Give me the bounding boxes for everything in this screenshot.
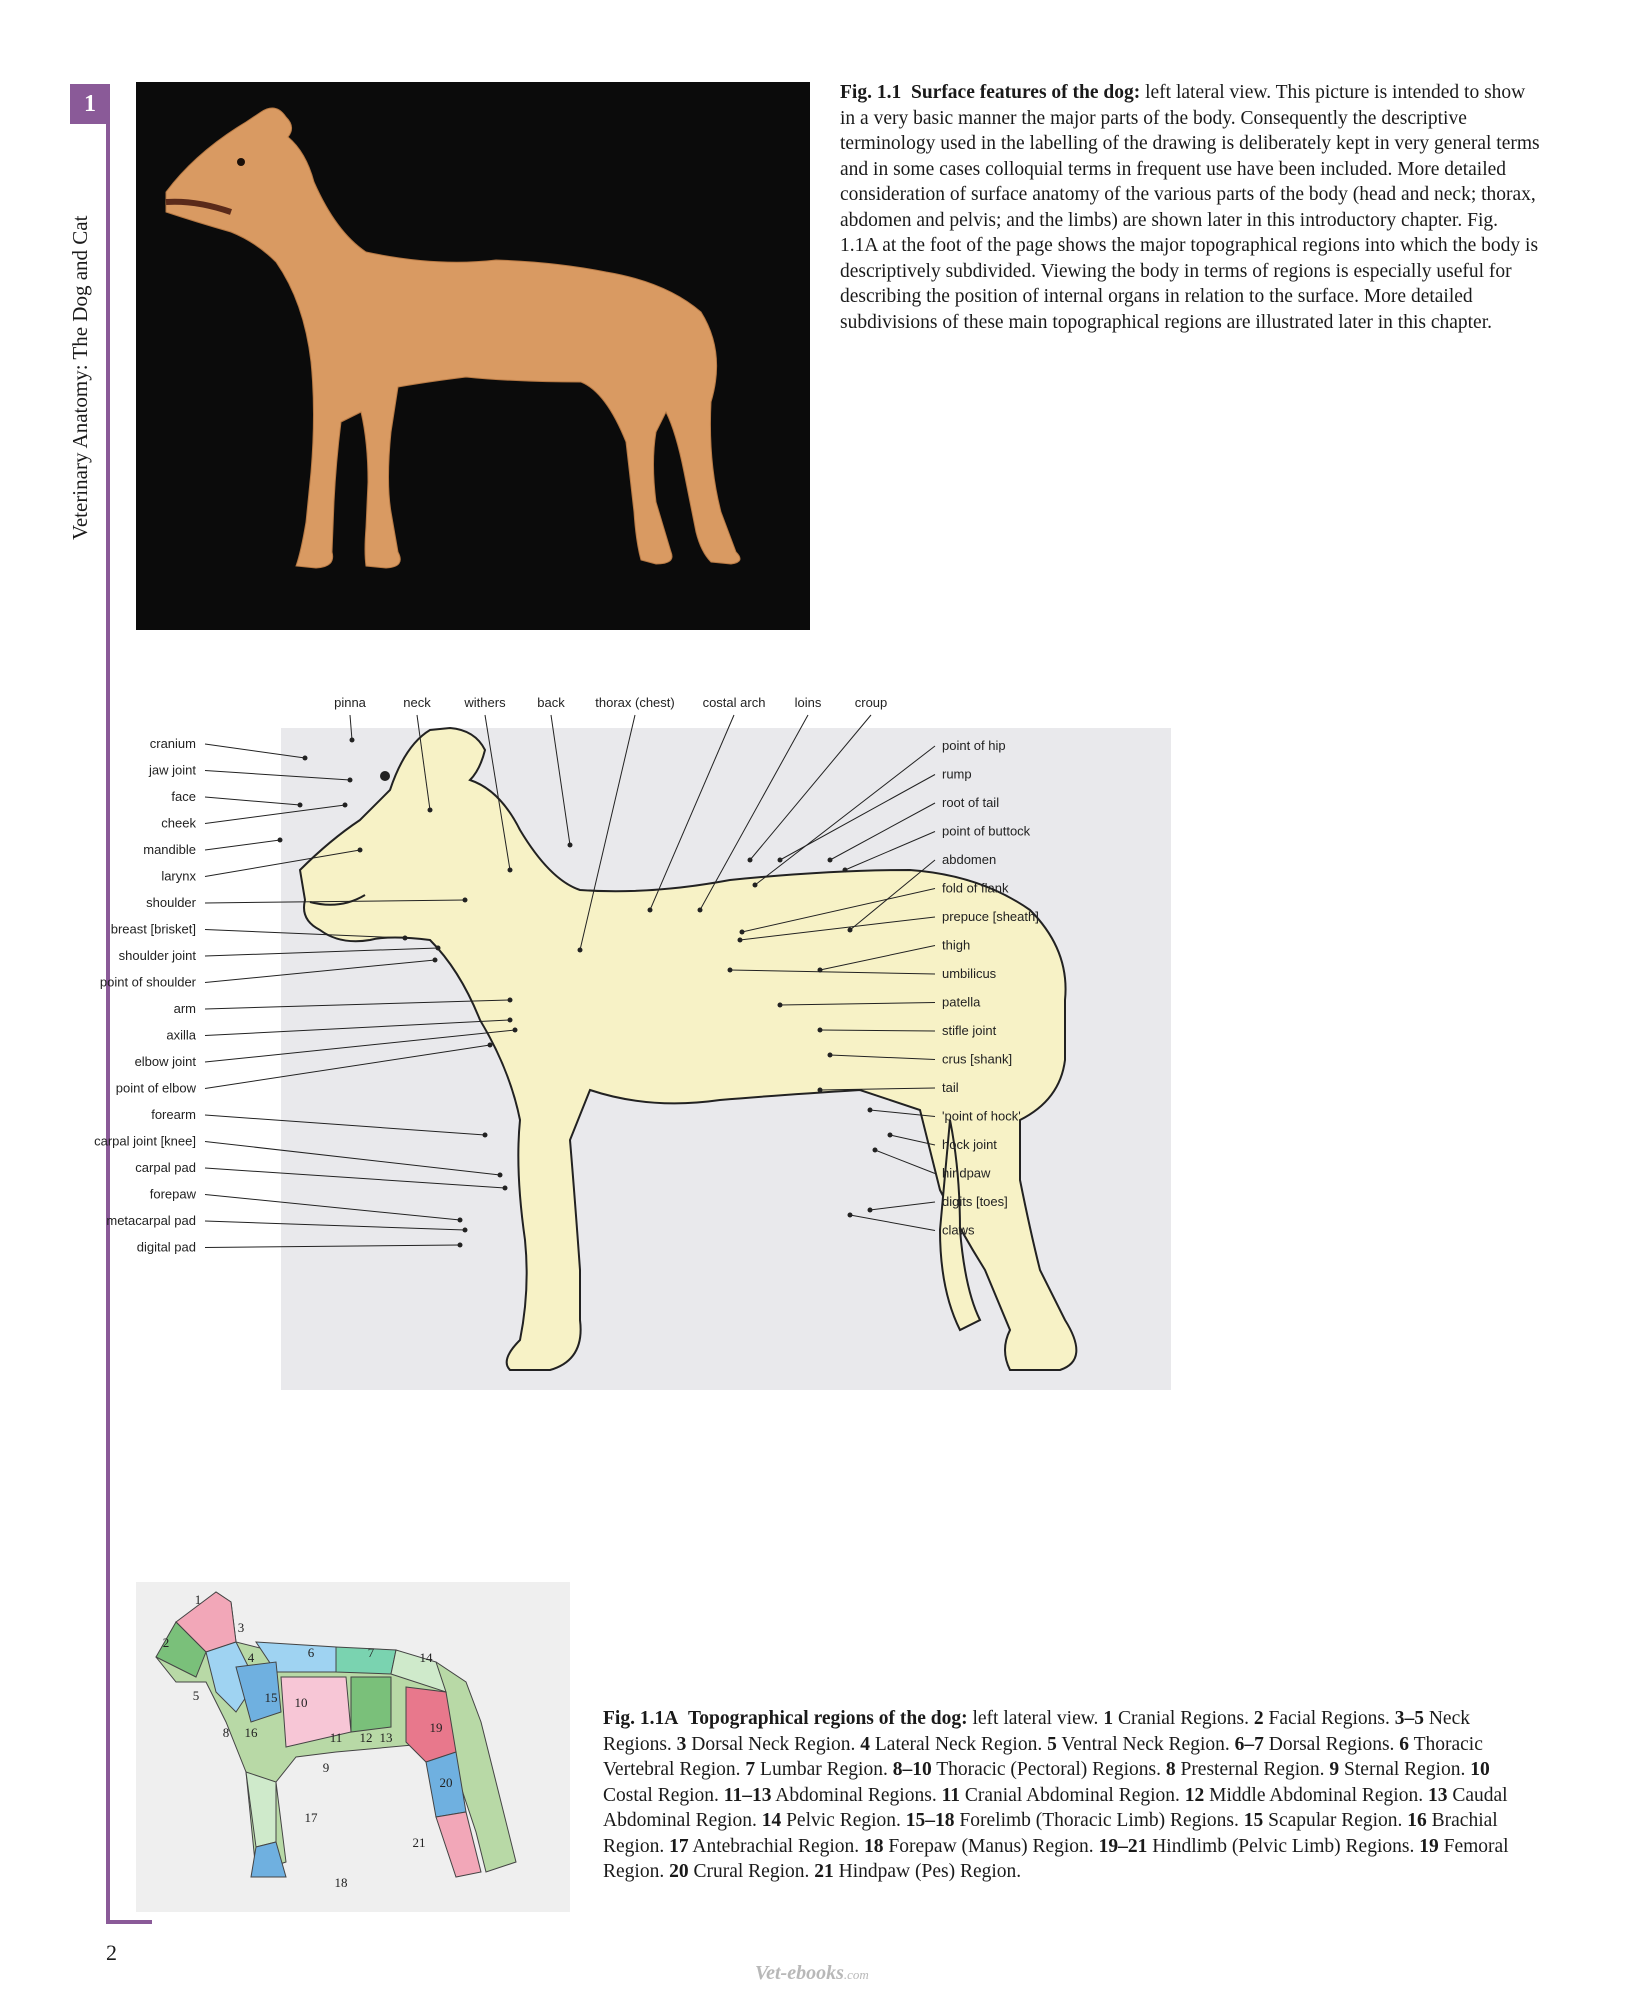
region-description: Thoracic Vertebral Region.	[603, 1733, 1483, 1780]
region-number: 14	[419, 1650, 433, 1665]
left-label: forearm	[151, 1107, 196, 1122]
region-number: 2	[162, 1635, 170, 1650]
right-label: prepuce [sheath]	[942, 909, 1039, 924]
region-description: Costal Region.	[603, 1784, 724, 1806]
top-label-group	[334, 695, 887, 710]
right-label: 'point of hock'	[942, 1108, 1021, 1124]
region-number-ref: 15–18	[905, 1810, 955, 1831]
region-number-ref: 6–7	[1234, 1733, 1264, 1755]
region-number: 10	[294, 1695, 308, 1710]
region-number-ref: 2	[1253, 1708, 1264, 1729]
left-label: carpal pad	[135, 1160, 196, 1175]
region-description: Facial Regions.	[1263, 1708, 1395, 1729]
region-description: Cranial Regions.	[1113, 1708, 1254, 1729]
region-description: Presternal Region.	[1175, 1759, 1330, 1780]
region-number: 6	[307, 1645, 315, 1660]
region-number-ref: 18	[864, 1835, 884, 1857]
left-label: breast [brisket]	[110, 921, 196, 937]
left-label: face	[171, 789, 196, 804]
page-number: 2	[106, 1940, 117, 1965]
figure-1-1-label: Fig. 1.1	[840, 82, 902, 103]
left-label: arm	[173, 1001, 196, 1016]
surface-features-diagram	[94, 670, 1330, 1400]
region-number: 8	[222, 1725, 230, 1740]
region-description: Forepaw (Manus) Region.	[883, 1835, 1099, 1857]
region-number: 16	[244, 1725, 258, 1740]
running-title-text: Veterinary Anatomy: The Dog and Cat	[68, 215, 92, 540]
top-label: thorax (chest)	[595, 695, 675, 710]
left-label: metacarpal pad	[106, 1213, 196, 1228]
region-description: Dorsal Regions.	[1263, 1733, 1400, 1755]
region-description: Pelvic Region.	[781, 1810, 906, 1831]
region-number-ref: 12	[1184, 1784, 1205, 1806]
right-label: tail	[942, 1080, 959, 1095]
top-label: costal arch	[702, 695, 766, 710]
region-number-ref: 16	[1407, 1810, 1427, 1831]
region-number-ref: 21	[814, 1861, 834, 1882]
left-label: carpal joint [knee]	[94, 1133, 196, 1149]
region-number: 7	[367, 1645, 375, 1660]
left-label: forepaw	[149, 1186, 196, 1202]
right-label: abdomen	[942, 852, 997, 867]
region-number: 21	[412, 1835, 426, 1850]
right-label: point of buttock	[942, 823, 1031, 839]
top-label: croup	[854, 695, 888, 710]
region-number: 12	[359, 1730, 373, 1745]
top-label: loins	[794, 695, 822, 710]
region-description: Scapular Region.	[1263, 1810, 1408, 1831]
top-label: pinna	[334, 695, 366, 710]
right-label: point of hip	[942, 738, 1006, 753]
region-description: Antebrachial Region.	[688, 1835, 865, 1857]
region-description: Lateral Neck Region.	[870, 1733, 1048, 1755]
figure-1-1-caption	[840, 80, 1540, 335]
region-number-ref: 7	[745, 1759, 756, 1780]
region-number: 13	[379, 1730, 393, 1745]
watermark-suffix: .com	[843, 1967, 869, 1982]
left-label: shoulder joint	[118, 948, 196, 963]
figure-1-1a-text	[603, 1708, 1509, 1882]
right-label: fold of flank	[942, 880, 1009, 896]
watermark	[755, 1962, 869, 1985]
region-number-ref: 3–5	[1394, 1708, 1424, 1729]
region-number-ref: 17	[669, 1835, 689, 1857]
region-number-ref: 9	[1329, 1759, 1340, 1780]
top-label: withers	[464, 695, 506, 710]
region-number-ref: 13	[1427, 1784, 1448, 1806]
figure-1-1a-label: Fig. 1.1A	[603, 1708, 679, 1729]
region-number-ref: 20	[669, 1861, 689, 1882]
left-label: mandible	[143, 842, 196, 857]
region-number: 1	[194, 1592, 202, 1607]
region-description: Cranial Abdominal Region.	[960, 1784, 1185, 1806]
region-number: 19	[429, 1720, 443, 1735]
figure-1-1-text: left lateral view. This picture is intended to show in a very basic manner the major parts of the body. Consequently the descriptive terminology used in the labelling of the drawing is deliberately kept in very general terms and in some cases colloquial terms in frequent use have been included. More detailed consideration of surface anatomy of the various parts of the body (head and neck; thorax, abdomen and pelvis; and the limbs) are shown later in this introductory chapter. Fig. 1.1A at the foot of the page shows the major topographical regions into which the body is descriptively subdivided. Viewing the body in terms of regions is especially useful for describing the position of internal organs in relation to the surface. More detailed subdivisions of these main topographical regions are illustrated later in this chapter.	[840, 82, 1540, 333]
left-label: cheek	[161, 815, 196, 831]
region-description: Middle Abdominal Region.	[1204, 1784, 1428, 1806]
right-label: root of tail	[942, 795, 1000, 810]
left-label: shoulder	[146, 895, 196, 910]
region-description: Crural Region.	[688, 1861, 815, 1882]
region-number: 4	[247, 1650, 255, 1665]
region-number-ref: 3	[676, 1733, 687, 1755]
top-label: back	[537, 695, 565, 710]
region-number: 9	[322, 1760, 330, 1775]
region-number: 11	[329, 1730, 343, 1745]
right-label: digits [toes]	[942, 1194, 1008, 1209]
region-number: 20	[439, 1775, 453, 1790]
right-label: patella	[942, 994, 981, 1010]
top-label: neck	[403, 695, 431, 710]
right-label: crus [shank]	[942, 1051, 1013, 1067]
region-number-ref: 6	[1399, 1733, 1410, 1755]
chapter-number-badge: 1	[70, 84, 110, 124]
region-description: Lumbar Region.	[755, 1759, 893, 1780]
region-number: 3	[237, 1620, 245, 1635]
region-description: Sternal Region.	[1339, 1759, 1471, 1780]
region-description: left lateral view.	[972, 1708, 1104, 1729]
region-number: 17	[304, 1810, 318, 1825]
right-label: claws	[942, 1222, 975, 1238]
right-label: hindpaw	[942, 1165, 991, 1181]
left-label: point of shoulder	[99, 974, 196, 990]
region-description: Brachial Region.	[603, 1810, 1498, 1857]
region-number-ref: 4	[860, 1733, 871, 1755]
left-label: point of elbow	[115, 1080, 196, 1096]
region-number-ref: 8–10	[892, 1759, 932, 1780]
left-label: elbow joint	[134, 1054, 196, 1069]
region-number-ref: 10	[1470, 1759, 1490, 1780]
figure-1-1a-title: Topographical regions of the dog:	[688, 1708, 968, 1729]
left-label: jaw joint	[149, 762, 196, 778]
region-number-ref: 11	[941, 1784, 961, 1806]
region-description: Dorsal Neck Region.	[686, 1733, 861, 1755]
region-number: 5	[192, 1688, 200, 1703]
region-number-ref: 1	[1103, 1708, 1114, 1729]
left-label: cranium	[149, 736, 196, 751]
region-number-ref: 19–21	[1098, 1835, 1148, 1857]
topographical-regions-figure	[136, 1582, 570, 1912]
left-label: larynx	[161, 868, 196, 884]
region-description: Forelimb (Thoracic Limb) Regions.	[954, 1810, 1244, 1831]
region-number-ref: 11–13	[723, 1784, 772, 1806]
bottom-rule	[106, 1920, 152, 1924]
side-rule	[106, 124, 110, 1924]
dog-photo	[136, 82, 810, 630]
region-description: Caudal Abdominal Region.	[603, 1784, 1508, 1831]
figure-1-1-title: Surface features of the dog:	[910, 82, 1141, 103]
left-label: axilla	[166, 1027, 196, 1043]
watermark-main: Vet-ebooks	[755, 1962, 844, 1984]
region-number: 15	[264, 1690, 278, 1705]
right-label: thigh	[942, 937, 971, 953]
region-number-ref: 14	[761, 1810, 782, 1831]
right-label: rump	[942, 766, 972, 782]
right-label: stifle joint	[942, 1023, 997, 1038]
right-label: hock joint	[942, 1137, 997, 1152]
region-description: Hindlimb (Pelvic Limb) Regions.	[1147, 1835, 1420, 1857]
region-number-ref: 5	[1047, 1733, 1057, 1755]
figure-1-1a-caption	[603, 1706, 1543, 1885]
region-number-ref: 19	[1419, 1835, 1439, 1857]
region-description: Thoracic (Pectoral) Regions.	[931, 1759, 1166, 1780]
right-label: umbilicus	[942, 966, 997, 981]
region-number-ref: 15	[1243, 1810, 1264, 1831]
region-description: Abdominal Regions.	[771, 1784, 942, 1806]
left-label: digital pad	[136, 1239, 196, 1255]
region-description: Femoral Region.	[603, 1835, 1509, 1882]
region-number-ref: 8	[1165, 1759, 1176, 1780]
region-description: Ventral Neck Region.	[1056, 1733, 1235, 1755]
region-description: Neck Regions.	[603, 1708, 1470, 1755]
region-number: 18	[334, 1875, 348, 1890]
region-description: Hindpaw (Pes) Region.	[833, 1861, 1022, 1882]
